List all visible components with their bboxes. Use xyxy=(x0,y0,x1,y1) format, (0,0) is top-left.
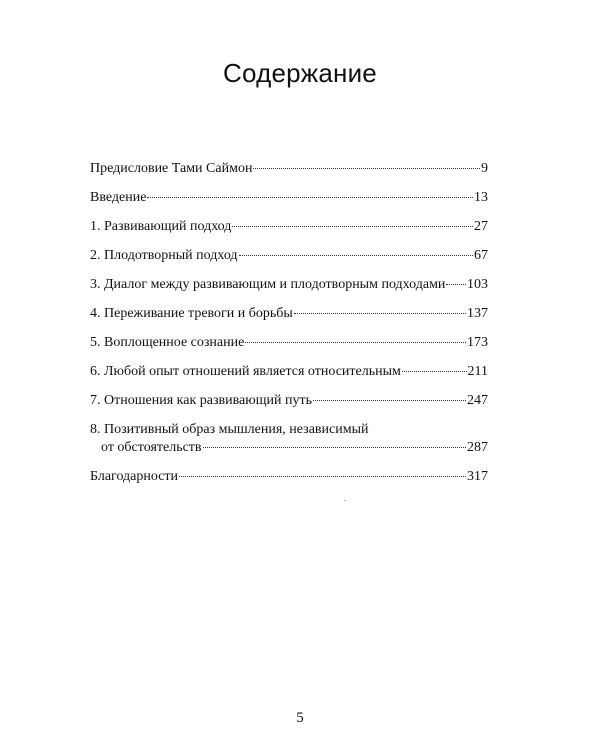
dot-leader xyxy=(294,313,466,314)
toc-entry-chapter-4 xyxy=(90,305,488,323)
dot-leader xyxy=(239,255,473,256)
dot-leader xyxy=(232,226,473,227)
toc-entry-title: 3. Диалог между развивающим и плодотворным подходами xyxy=(90,277,446,292)
toc-entry-chapter-1 xyxy=(90,218,488,236)
table-of-contents xyxy=(90,160,488,486)
toc-entry-page: 103 xyxy=(467,277,488,292)
dot-leader xyxy=(402,371,467,372)
toc-entry-title: 6. Любой опыт отношений является относительным xyxy=(90,364,401,379)
dot-leader xyxy=(203,447,466,448)
toc-entry-foreword xyxy=(90,160,488,178)
dot-leader xyxy=(147,197,473,198)
toc-entry-acknowledgments xyxy=(90,468,488,486)
toc-entry-title: Введение xyxy=(90,190,147,205)
toc-entry-page: 9 xyxy=(481,161,488,176)
toc-entry-title-continued: от обстоятельств xyxy=(101,440,202,455)
toc-entry-chapter-7 xyxy=(90,392,488,410)
toc-entry-page: 67 xyxy=(474,248,488,263)
dot-leader xyxy=(245,342,466,343)
toc-entry-page: 173 xyxy=(467,335,488,350)
toc-entry-title: 5. Воплощенное сознание xyxy=(90,335,245,350)
toc-entry-chapter-8 xyxy=(90,421,488,457)
toc-entry-title: 1. Развивающий подход xyxy=(90,219,232,234)
toc-entry-chapter-2 xyxy=(90,247,488,265)
toc-entry-title: 2. Плодотворный подход xyxy=(90,248,238,263)
page-number: 5 xyxy=(296,710,304,726)
toc-entry-chapter-3 xyxy=(90,276,488,294)
toc-entry-page: 247 xyxy=(467,393,488,408)
toc-entry-introduction xyxy=(90,189,488,207)
toc-entry-title: 8. Позитивный образ мышления, независимый xyxy=(90,422,369,437)
page-title: Содержание xyxy=(223,58,377,88)
toc-entry-chapter-5 xyxy=(90,334,488,352)
toc-entry-title: 7. Отношения как развивающий путь xyxy=(90,393,312,408)
toc-entry-page: 27 xyxy=(474,219,488,234)
scan-speck xyxy=(344,500,346,501)
toc-entry-page: 317 xyxy=(467,469,488,484)
toc-entry-page: 211 xyxy=(467,364,488,379)
toc-entry-page: 287 xyxy=(467,440,488,455)
toc-entry-page: 137 xyxy=(467,306,488,321)
dot-leader xyxy=(446,284,466,285)
toc-entry-title: Благодарности xyxy=(90,469,179,484)
dot-leader xyxy=(313,400,466,401)
toc-entry-page: 13 xyxy=(474,190,488,205)
toc-entry-chapter-6 xyxy=(90,363,488,381)
dot-leader xyxy=(179,476,466,477)
toc-entry-title: 4. Переживание тревоги и борьбы xyxy=(90,306,293,321)
dot-leader xyxy=(253,168,480,169)
toc-entry-title: Предисловие Тами Саймон xyxy=(90,161,253,176)
